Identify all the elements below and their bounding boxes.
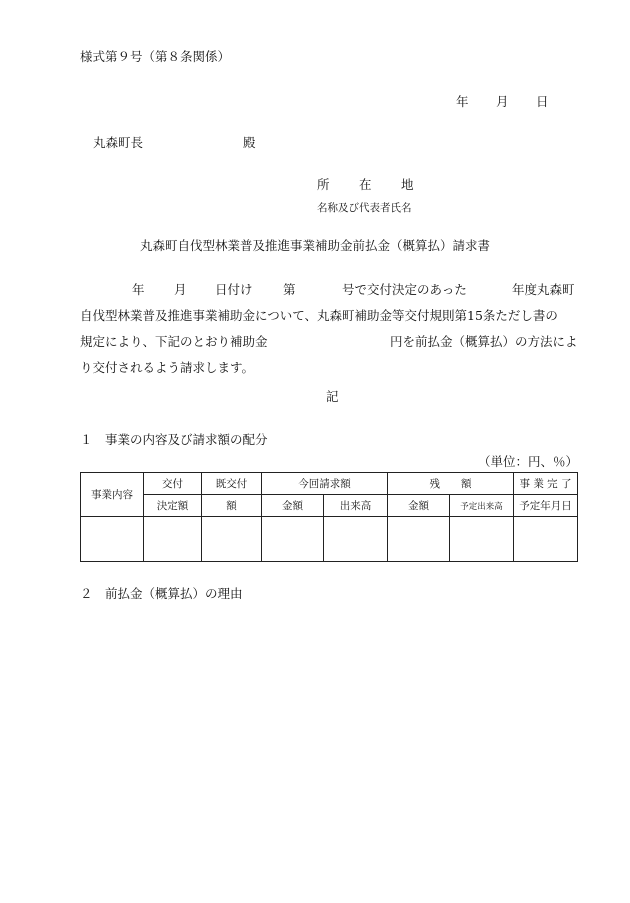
header-grant-decision-2: 決定額	[144, 495, 202, 517]
ki-heading: 記	[326, 389, 339, 404]
cell-completion-date[interactable]	[514, 517, 578, 562]
cell-current-amount[interactable]	[262, 517, 324, 562]
header-already-paid-2: 額	[202, 495, 262, 517]
body-line-2: 自伐型林業普及推進事業補助金について、丸森町補助金等交付規則第15条ただし書の	[80, 308, 558, 323]
addressee-honorific: 殿	[243, 135, 256, 150]
cell-remaining-progress[interactable]	[450, 517, 514, 562]
body-decision-text: 号で交付決定のあった	[342, 282, 467, 297]
allocation-table	[80, 472, 578, 562]
section-2-heading: ２ 前払金（概算払）の理由	[80, 586, 243, 601]
header-completion-1: 事 業 完 了	[514, 473, 578, 495]
representative-name-label: 名称及び代表者氏名	[317, 202, 412, 214]
address-label-char3: 地	[401, 177, 414, 192]
header-current-progress: 出来高	[324, 495, 388, 517]
cell-remaining-amount[interactable]	[388, 517, 450, 562]
body-line-4: り交付されるよう請求します。	[80, 360, 255, 375]
header-completion-2: 予定年月日	[514, 495, 578, 517]
header-remaining: 残 額	[388, 473, 514, 495]
header-already-paid-1: 既交付	[202, 473, 262, 495]
header-remaining-progress: 予定出来高	[450, 495, 514, 517]
request-body	[80, 277, 600, 381]
header-current-request: 今回請求額	[262, 473, 388, 495]
cell-grant-decision[interactable]	[144, 517, 202, 562]
addressee-name: 丸森町長	[93, 135, 144, 150]
cell-already-paid[interactable]	[202, 517, 262, 562]
document-title: 丸森町自伐型林業普及推進事業補助金前払金（概算払）請求書	[140, 238, 491, 253]
date-day-label: 日	[536, 94, 549, 109]
header-business-content: 事業内容	[81, 473, 144, 517]
address-label-char2: 在	[359, 177, 372, 192]
form-number: 様式第９号（第８条関係）	[80, 49, 231, 64]
date-year-label: 年	[456, 94, 469, 109]
body-line-3a: 規定により、下記のとおり補助金	[80, 334, 268, 349]
body-line-3b: 円を前払金（概算払）の方法によ	[390, 334, 578, 349]
section-1-heading: １ 事業の内容及び請求額の配分	[80, 432, 268, 447]
header-current-amount: 金額	[262, 495, 324, 517]
header-grant-decision-1: 交付	[144, 473, 202, 495]
header-remaining-amount: 金額	[388, 495, 450, 517]
body-fiscal-year-text: 年度丸森町	[512, 282, 575, 297]
body-month-label: 月	[174, 282, 187, 297]
body-number-prefix: 第	[283, 282, 296, 297]
cell-business-content[interactable]	[81, 517, 144, 562]
unit-note: （単位：円、％）	[478, 454, 579, 469]
date-month-label: 月	[496, 94, 509, 109]
cell-current-progress[interactable]	[324, 517, 388, 562]
address-label-char1: 所	[317, 177, 330, 192]
body-year-label: 年	[132, 282, 145, 297]
body-day-label: 日付け	[215, 282, 253, 297]
